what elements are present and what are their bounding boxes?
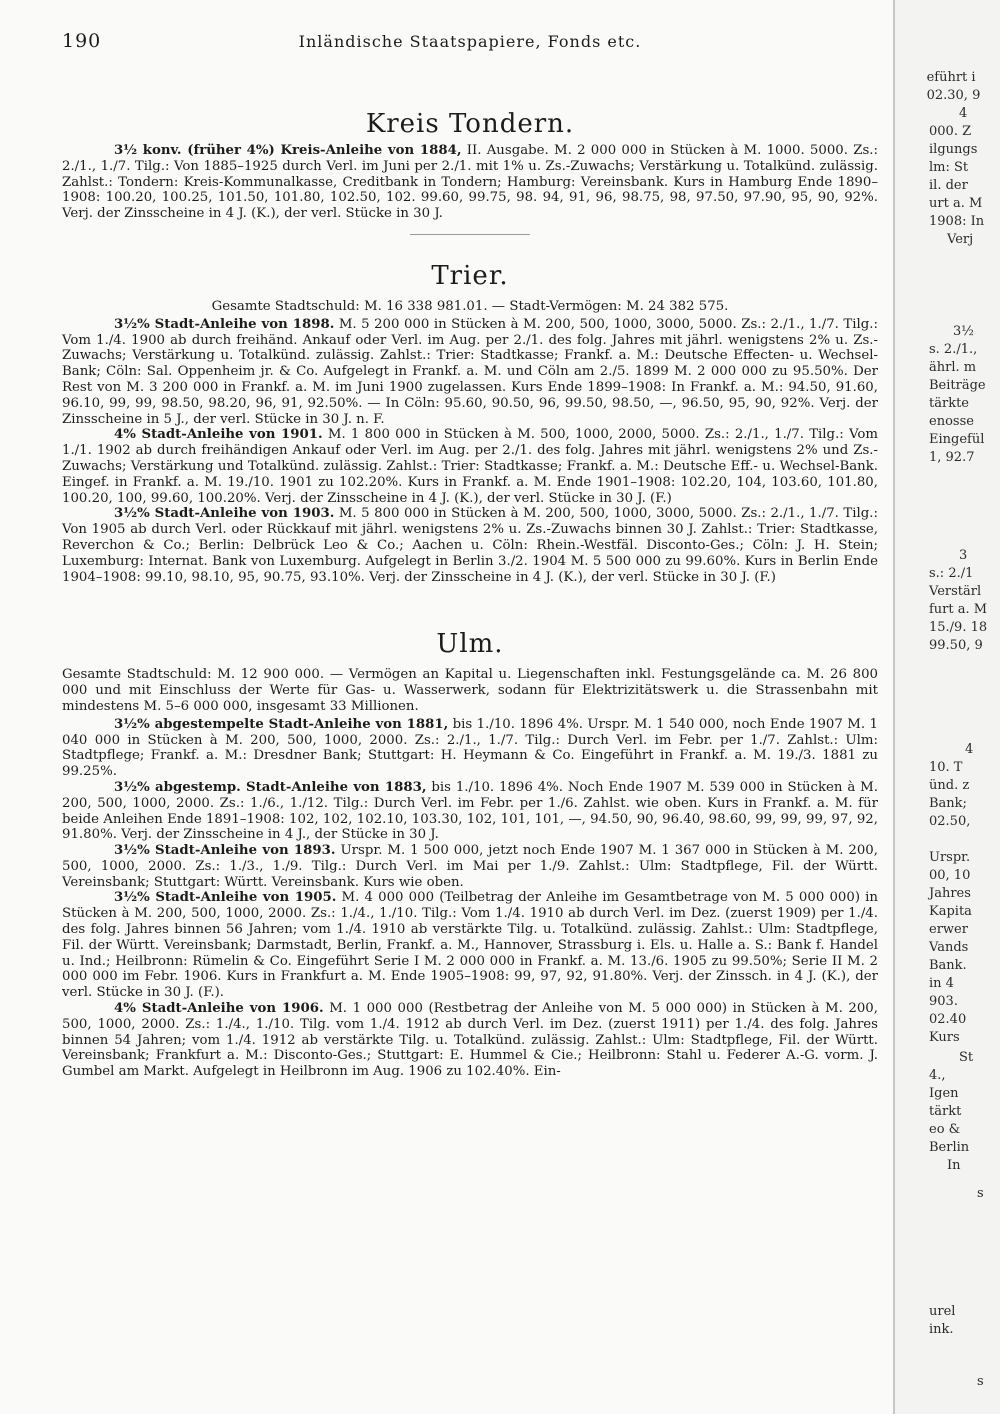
bond-details: M. 1 000 000 (Restbetrag der Anleihe von M. 5 000 000) in Stücken à M. 200, 500, 1000, 2000. Zs.: 1./4., 1./10. Tilg. vom 1./4. 1912 ab durch Verl. im Dez. (zuerst 1911) per 1./4. des folg. Jahres binnen 54 Jahren; vom 1./4. 1912 ab verstärkte Tilg. u. Totalkünd. zulässig. Zahlst.: Ulm: Stadtpflege, Fil. der Württ. Vereinsbank; Frankfurt a. M.: Disconto-Ges.; Stuttgart: E. Hummel & Cie.; Heilbronn: Stahl u. Federer A.-G. vorm. J. Gumbel am Markt. Aufgelegt in Heilbronn im Aug. 1906 zu 102.40%. Ein- xyxy=(62,1001,878,1080)
facing-page-fragment: eo & xyxy=(929,1122,961,1137)
facing-page-fragment: ink. xyxy=(929,1322,954,1337)
bond-heading: 3½% Stadt-Anleihe von 1898. xyxy=(114,316,335,332)
facing-page-fragment: s.: 2./1 xyxy=(929,566,974,581)
facing-page-fragment: Kurs xyxy=(929,1030,960,1045)
facing-page-fragment: Verstärl xyxy=(929,584,982,599)
bond-details: M. 4 000 000 (Teilbetrag der Anleihe im Gesamtbetrage von M. 5 000 000) in Stücken à M. 200, 500, 1000, 2000. Zs.: 1./4., 1./10. Tilg.: Vom 1./4. 1910 ab durch Verl. im Dez. (zuerst 1909) per 1./4. des folg. Jahres binnen 56 Jahren; vom 1./4. 1910 ab verstärkte Tilg. u. Totalkünd. zulässig. Zahlst.: Ulm: Stadtpflege, Fil. der Württ. Vereinsbank; Darmstadt, Berlin, Frankf. a. M., Hannover, Strassburg i. Els. u. Halle a. S.: Bank f. Handel u. Ind.; Heilbronn: Rümelin & Co. Eingeführt Serie I M. 2 000 000 in Frankf. a. M. 13./6. 1905 zu 99.50%; Serie II M. 2 000 000 im Febr. 1906. Kurs in Frankfurt a. M. Ende 1905–1908: 99, 97, 92, 91.80%. Verj. der Zinssch. in 4 J. (K.), der verl. Stücke in 30 J. (F.). xyxy=(62,890,878,1001)
facing-page-fragment: il. der xyxy=(929,178,968,193)
bond-entry xyxy=(62,843,878,890)
facing-page-fragment: in 4 xyxy=(929,976,954,991)
bond-entry xyxy=(62,780,878,843)
bond-heading: 3½% abgestempelte Stadt-Anleihe von 1881, xyxy=(114,716,449,732)
bond-entry xyxy=(62,143,878,222)
facing-page-fragment: 4 xyxy=(965,742,974,757)
facing-page-fragment: s xyxy=(977,1374,984,1389)
bond-entry xyxy=(62,1001,878,1080)
facing-page-fragment: 02.50, xyxy=(929,814,971,829)
section-title-tondern: Kreis Tondern. xyxy=(365,109,575,139)
facing-page-fragment: tärkte xyxy=(929,396,969,411)
bond-entry xyxy=(62,890,878,1001)
facing-page-fragment: 02.40 xyxy=(929,1012,967,1027)
facing-page-fragment: Kapita xyxy=(929,904,972,919)
facing-page-fragment: 1908: In xyxy=(929,214,985,229)
city-debt-summary: Gesamte Stadtschuld: M. 16 338 981.01. — Stadt-Vermögen: M. 24 382 575. xyxy=(211,298,729,314)
facing-page-fragment: Bank; xyxy=(929,796,967,811)
facing-page-fragment: 10. T xyxy=(929,760,963,775)
facing-page-fragment: urel xyxy=(929,1304,956,1319)
facing-page-fragment: Vands xyxy=(929,940,969,955)
facing-page-fragment: Igen xyxy=(929,1086,959,1101)
section-title-ulm: Ulm. xyxy=(436,629,504,660)
bond-details: Urspr. M. 1 500 000, jetzt noch Ende 1907 M. 1 367 000 in Stücken à M. 200, 500, 1000, 2000. Zs.: 1./3., 1./9. Tilg.: Durch Verl. im Mai per 1./9. Zahlst.: Ulm: Stadtpflege, Fil. der Württ. Vereinsbank; Stuttgart: Württ. Vereinsbank. Kurs wie oben. xyxy=(62,843,878,890)
bond-entry xyxy=(62,427,878,506)
facing-page-fragment: furt a. M xyxy=(929,602,988,617)
section-divider xyxy=(410,234,530,235)
facing-page-fragment: Beiträge xyxy=(929,378,986,393)
facing-page-fragment: eführt i xyxy=(926,70,976,85)
bond-details: II. Ausgabe. M. 2 000 000 in Stücken à M. 1000. 5000. Zs.: 2./1., 1./7. Tilg.: Von 1885–1925 durch Verl. im Juni per 2./1. mit 1% u. Zs.-Zuwachs; Verstärkung u. Totalkünd. zulässig. Zahlst.: Tondern: Kreis-Kommunalkasse, Creditbank in Tondern; Hamburg: Vereinsbank. Kurs in Hamburg Ende 1890–1908: 100.20, 100.25, 101.50, 101.80, 102.50, 102. 99.60, 99.75, 98. 94, 91, 96, 98.75, 98, 97.50, 97.90, 95, 90, 92%. Verj. der Zinsscheine in 4 J. (K.), der verl. Stücke in 30 J. xyxy=(62,143,879,222)
bond-heading: 3½% Stadt-Anleihe von 1893. xyxy=(114,843,336,859)
facing-page-fragment: erwer xyxy=(929,922,968,937)
facing-page-fragment: Urspr. xyxy=(929,850,971,865)
facing-page-fragment: s. 2./1., xyxy=(929,342,978,357)
facing-page-fragment: 903. xyxy=(929,994,958,1009)
facing-page-fragment: ährl. m xyxy=(929,360,977,375)
facing-page-fragment: In xyxy=(947,1158,961,1173)
facing-page-fragment: enosse xyxy=(929,414,974,429)
facing-page-fragment: Eingefül xyxy=(929,432,985,447)
facing-page-fragment: 02.30, 9 xyxy=(926,88,981,103)
facing-page-fragment: 4 xyxy=(959,106,968,121)
text-column xyxy=(62,30,878,1080)
facing-page-fragment: lm: St xyxy=(929,160,969,175)
facing-page-fragment: ünd. z xyxy=(929,778,970,793)
section-title-trier: Trier. xyxy=(431,260,509,291)
facing-page-fragment: 3½ xyxy=(953,324,974,339)
bond-entry xyxy=(62,506,878,585)
bond-details: M. 5 200 000 in Stücken à M. 200, 500, 1000, 3000, 5000. Zs.: 2./1., 1./7. Tilg.: Vom 1./4. 1900 ab durch freihänd. Ankauf oder Verl. im Aug. per 2./1. des folg. Jahres mit jährl. wenigstens 2% u. Zs.-Zuwachs; Verstärkung u. Totalkünd. zulässig. Zahlst.: Trier: Stadtkasse; Frankf. a. M.: Deutsche Effecten- u. Wechsel-Bank; Cöln: Sal. Oppenheim jr. & Co. Aufgelegt in Frankf. a. M. und Cöln am 2./5. 1899 M. 2 000 000 zu 95.50%. Der Rest von M. 3 200 000 in Frankf. a. M. im Juni 1900 zugelassen. Kurs Ende 1899–1908: In Frankf. a. M.: 94.50, 91.60, 96.10, 99, 99, 98.50, 98.20, 96, 91, 92.50%. — In Cöln: 95.60, 90.50, 96, 99.50, 98.50, —, 96.50, 95, 90, 92%. Verj. der Zinsscheine in 5 J., der verl. Stücke in 30 J. n. F. xyxy=(62,316,878,427)
city-debt-summary: Gesamte Stadtschuld: M. 12 900 000. — Vermögen an Kapital u. Liegenschaften inkl. Festungsgelände ca. M. 26 800 000 und mit Einschluss der Werte für Gas- u. Wasserwerk, sodann für Elektrizitätswerk u. die Strassenbahn mit mindestens M. 5–6 000 000, insgesamt 33 Millionen. xyxy=(62,667,878,714)
bond-heading: 4% Stadt-Anleihe von 1906. xyxy=(114,1001,324,1017)
facing-page-fragment: St xyxy=(959,1050,974,1065)
facing-page-fragment: 000. Z xyxy=(929,124,972,139)
facing-page-fragment: 3 xyxy=(959,548,968,563)
bond-details: M. 1 800 000 in Stücken à M. 500, 1000, 2000, 5000. Zs.: 2./1., 1./7. Tilg.: Vom 1./1. 1902 ab durch freihändigen Ankauf oder Verl. im Aug. per 2./1. des folg. Jahres mit jährl. wenigstens 2% und Zs.-Zuwachs; Verstärkung und Totalkünd. zulässig. Zahlst.: Trier: Stadtkasse; Frankf. a. M.: Deutsche Eff.- u. Wechsel-Bank. Eingef. in Frankf. a. M. 19./10. 1901 zu 102.20%. Kurs in Frankf. a. M. Ende 1901–1908: 102.20, 104, 103.60, 101.80, 100.20, 100, 99.60, 100.20%. Verj. der Zinsscheine in 4 J. (K.), der verl. Stücke in 30 J. (F.) xyxy=(62,427,878,506)
bond-heading: 3½ konv. (früher 4%) Kreis-Anleihe von 1884, xyxy=(114,143,462,158)
facing-page-fragment: Bank. xyxy=(929,958,967,973)
running-head xyxy=(62,30,878,64)
bond-heading: 3½% abgestemp. Stadt-Anleihe von 1883, xyxy=(114,779,427,795)
facing-page-fragment: 4., xyxy=(929,1068,946,1083)
facing-page-fragment: tärkt xyxy=(929,1104,962,1119)
facing-page-fragment: 15./9. 18 xyxy=(929,620,988,635)
facing-page-fragment: Berlin xyxy=(929,1140,970,1155)
bond-entry xyxy=(62,317,878,428)
bond-details: M. 5 800 000 in Stücken à M. 200, 500, 1000, 3000, 5000. Zs.: 2./1., 1./7. Tilg.: Von 1905 ab durch Verl. oder Rückkauf mit jährl. wenigstens 2% u. Zs.-Zuwachs binnen 30 J. Zahlst.: Trier: Stadtkasse, Reverchon & Co.; Berlin: Delbrück Leo & Co.; Aachen u. Cöln: Rhein.-Westfäl. Disconto-Ges.; Cöln: J. H. Stein; Luxemburg: Internat. Bank von Luxemburg. Aufgelegt in Berlin 3./2. 1904 M. 5 500 000 zu 99.60%. Kurs in Berlin Ende 1904–1908: 99.10, 98.10, 95, 90.75, 93.10%. Verj. der Zinsscheine in 4 J. (K.), der verl. Stücke in 30 J. (F.) xyxy=(62,506,878,585)
facing-page-fragment: Verj xyxy=(947,232,974,247)
bond-heading: 3½% Stadt-Anleihe von 1903. xyxy=(114,506,335,522)
running-title: Inländische Staatspapiere, Fonds etc. xyxy=(298,32,642,51)
facing-page-fragment: 00, 10 xyxy=(929,868,971,883)
facing-page-fragment: ilgungs xyxy=(929,142,978,157)
facing-page-fragment: 99.50, 9 xyxy=(929,638,983,653)
bond-details: bis 1./10. 1896 4%. Noch Ende 1907 M. 539 000 in Stücken à M. 200, 500, 1000, 2000. Zs.: 1./6., 1./12. Tilg.: Durch Verl. im Febr. per 1./6. Zahlst. wie oben. Kurs in Frankf. a. M. für beide Anleihen Ende 1891–1908: 102, 102, 102.10, 103.30, 102, 101, 101, —, 94.50, 90, 96.40, 98.60, 99, 99, 99, 97, 92, 91.80%. Verj. der Zinsscheine in 4 J., der Stücke in 30 J. xyxy=(62,779,878,843)
facing-page-fragment: Jahres xyxy=(929,886,971,901)
page-number: 190 xyxy=(62,30,102,52)
facing-page-fragment: s xyxy=(977,1186,984,1201)
bond-heading: 4% Stadt-Anleihe von 1901. xyxy=(114,427,323,443)
bond-heading: 3½% Stadt-Anleihe von 1905. xyxy=(114,890,337,906)
bond-details: bis 1./10. 1896 4%. Urspr. M. 1 540 000, noch Ende 1907 M. 1 040 000 in Stücken à M. 200, 500, 1000, 2000. Zs.: 2./1., 1./7. Tilg.: Durch Verl. im Febr. per 1./7. Zahlst.: Ulm: Stadtpflege; Frankf. a. M.: Dresdner Bank; Stuttgart: H. Heymann & Co. Eingeführt in Frankf. a. M. 19./3. 1881 zu 99.25%. xyxy=(62,716,878,780)
facing-page-fragment: urt a. M xyxy=(929,196,983,211)
bond-entry xyxy=(62,717,878,780)
facing-page-fragment: 1, 92.7 xyxy=(929,450,975,465)
facing-page-edge xyxy=(893,0,1000,1414)
